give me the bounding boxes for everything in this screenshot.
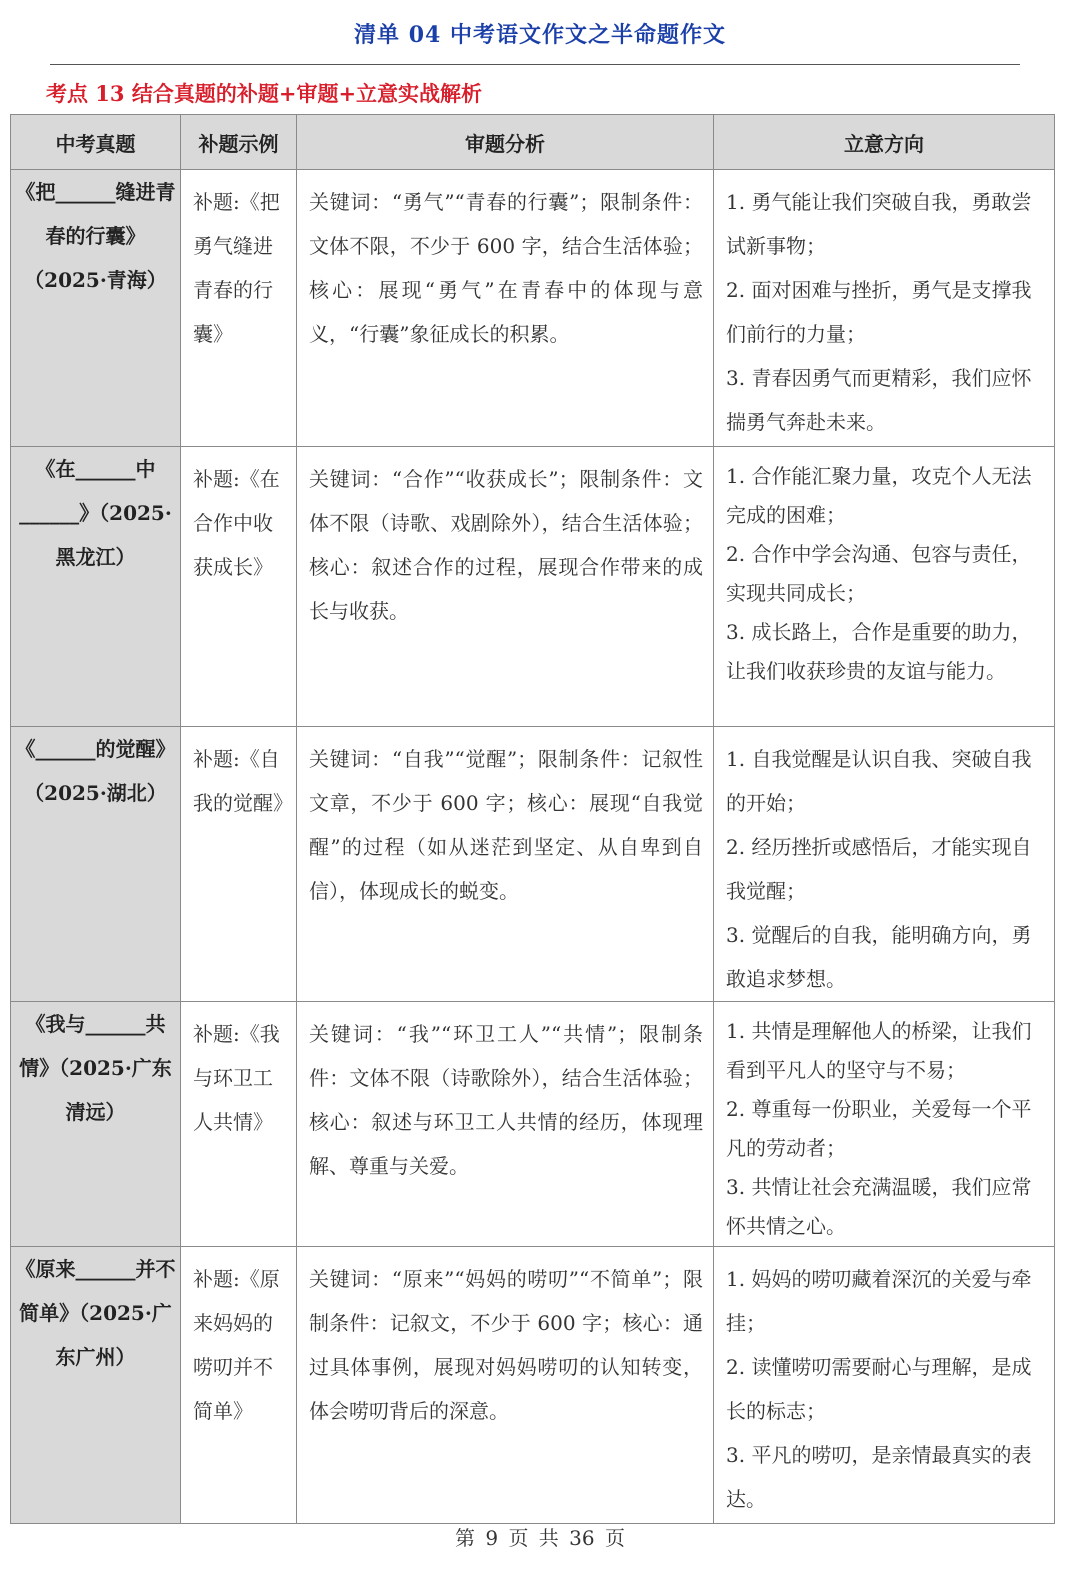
- intent-item: 1. 妈妈的唠叨藏着深沉的关爱与牵挂；: [726, 1267, 1032, 1335]
- intent-item: 3. 成长路上，合作是重要的助力，让我们收获珍贵的友谊与能力。: [726, 620, 1032, 683]
- table-row: [11, 727, 1055, 1002]
- intent-item: 1. 合作能汇聚力量，攻克个人无法完成的困难；: [726, 464, 1032, 527]
- intent-item: 2. 读懂唠叨需要耐心与理解，是成长的标志；: [726, 1355, 1032, 1423]
- intent-item: 1. 自我觉醒是认识自我、突破自我的开始；: [726, 747, 1032, 815]
- intent-item: 2. 经历挫折或感悟后，才能实现自我觉醒；: [726, 835, 1032, 903]
- intent-cell: [714, 447, 1055, 727]
- fill-example-cell: 补题:《在合作中收获成长》: [181, 447, 297, 727]
- intent-cell: [714, 727, 1055, 1002]
- header-divider: [50, 64, 1020, 65]
- exam-title-cell: 《原来______并不简单》（2025·广东广州）: [11, 1247, 181, 1524]
- column-header-analysis: 审题分析: [297, 115, 714, 170]
- column-header-intent: 立意方向: [714, 115, 1055, 170]
- intent-item: 1. 共情是理解他人的桥梁，让我们看到平凡人的坚守与不易；: [726, 1019, 1032, 1082]
- table-row: [11, 1002, 1055, 1247]
- analysis-cell: 关键词：“勇气”“青春的行囊”；限制条件：文体不限，不少于 600 字，结合生活体验；核心：展现“勇气”在青春中的体现与意义，“行囊”象征成长的积累。: [297, 170, 714, 447]
- table-header-row: [11, 115, 1055, 170]
- fill-example-cell: 补题:《我与环卫工人共情》: [181, 1002, 297, 1247]
- exam-title-cell: 《我与______共情》（2025·广东清远）: [11, 1002, 181, 1247]
- intent-cell: [714, 170, 1055, 447]
- intent-item: 1. 勇气能让我们突破自我，勇敢尝试新事物；: [726, 190, 1032, 258]
- intent-item: 2. 面对困难与挫折，勇气是支撑我们前行的力量；: [726, 278, 1032, 346]
- intent-item: 3. 青春因勇气而更精彩，我们应怀揣勇气奔赴未来。: [726, 366, 1032, 434]
- intent-item: 3. 共情让社会充满温暖，我们应常怀共情之心。: [726, 1175, 1032, 1238]
- column-header-fill-example: 补题示例: [181, 115, 297, 170]
- fill-example-cell: 补题:《原来妈妈的唠叨并不简单》: [181, 1247, 297, 1524]
- intent-item: 2. 合作中学会沟通、包容与责任，实现共同成长；: [726, 542, 1032, 605]
- column-header-exam-title: 中考真题: [11, 115, 181, 170]
- analysis-cell: 关键词：“原来”“妈妈的唠叨”“不简单”；限制条件：记叙文，不少于 600 字；核心：通过具体事例，展现对妈妈唠叨的认知转变，体会唠叨背后的深意。: [297, 1247, 714, 1524]
- intent-cell: [714, 1247, 1055, 1524]
- exam-analysis-table: [10, 114, 1055, 1524]
- page-number: 第 9 页 共 36 页: [455, 1526, 625, 1550]
- intent-item: 3. 平凡的唠叨，是亲情最真实的表达。: [726, 1443, 1032, 1511]
- table-row: [11, 1247, 1055, 1524]
- analysis-cell: 关键词：“自我”“觉醒”；限制条件：记叙性文章，不少于 600 字；核心：展现“自我觉醒”的过程（如从迷茫到坚定、从自卑到自信），体现成长的蜕变。: [297, 727, 714, 1002]
- intent-item: 2. 尊重每一份职业，关爱每一个平凡的劳动者；: [726, 1097, 1032, 1160]
- analysis-cell: 关键词：“合作”“收获成长”；限制条件：文体不限（诗歌、戏剧除外），结合生活体验；核心：叙述合作的过程，展现合作带来的成长与收获。: [297, 447, 714, 727]
- table-row: [11, 170, 1055, 447]
- intent-cell: [714, 1002, 1055, 1247]
- fill-example-cell: 补题:《自我的觉醒》: [181, 727, 297, 1002]
- section-title: 考点 13 结合真题的补题+审题+立意实战解析: [46, 81, 483, 106]
- exam-title-cell: 《______的觉醒》（2025·湖北）: [11, 727, 181, 1002]
- fill-example-cell: 补题:《把勇气缝进青春的行囊》: [181, 170, 297, 447]
- analysis-cell: 关键词：“我”“环卫工人”“共情”；限制条件：文体不限（诗歌除外），结合生活体验；核心：叙述与环卫工人共情的经历，体现理解、尊重与关爱。: [297, 1002, 714, 1247]
- intent-item: 3. 觉醒后的自我，能明确方向，勇敢追求梦想。: [726, 923, 1032, 991]
- exam-title-cell: 《把______缝进青春的行囊》（2025·青海）: [11, 170, 181, 447]
- exam-title-cell: 《在______中______》（2025·黑龙江）: [11, 447, 181, 727]
- document-header-title: 清单 04 中考语文作文之半命题作文: [354, 22, 726, 48]
- table-row: [11, 447, 1055, 727]
